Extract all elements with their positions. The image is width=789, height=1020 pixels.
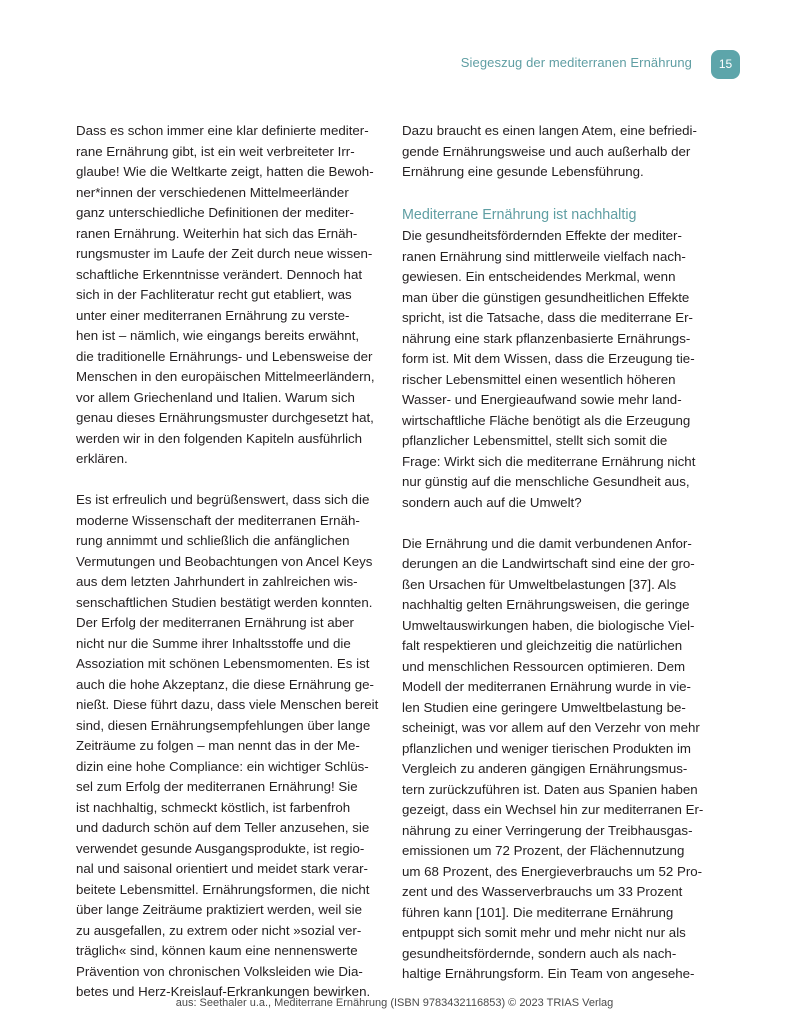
text-line: form ist. Mit dem Wissen, dass die Erzeugung tie- [402, 351, 695, 366]
text-line: gewiesen. Ein entscheidendes Merkmal, wenn [402, 269, 676, 284]
text-line: ranen Ernährung. Weiterhin hat sich das Ernäh- [76, 225, 358, 241]
text-line: nal und saisonal orientiert und meidet stark verar- [76, 861, 368, 876]
text-line: sel zum Erfolg der mediterranen Ernährung! Sie [76, 779, 358, 794]
text-line: verwendet gesunde Ausgangsprodukte, ist regio- [76, 840, 365, 856]
text-line: nießt. Diese führt dazu, dass viele Menschen bereit [76, 697, 379, 712]
text-line: dizin eine hohe Compliance: ein wichtiger Schlüs- [76, 758, 369, 774]
left-paragraph-1 [76, 121, 375, 470]
right-paragraph-3 [402, 534, 704, 985]
text-line: betes und Herz-Kreislauf-Erkrankungen bewirken. [76, 984, 371, 999]
text-line: unter einer mediterranen Ernährung zu verste- [76, 307, 350, 323]
text-line: sind, diesen Ernährungsempfehlungen über lange [76, 717, 371, 733]
text-line: tern zurückzuführen ist. Daten aus Spanien haben [402, 781, 698, 797]
text-line: gende Ernährungsweise und auch außerhalb der [402, 143, 691, 159]
text-line: auch die hohe Akzeptanz, die diese Ernährung ge- [76, 676, 374, 692]
text-line: nährung zu einer Verringerung der Treibhausgas- [402, 822, 693, 838]
text-line: Modell der mediterranen Ernährung wurde in vie- [402, 679, 691, 694]
text-line: rungsmuster im Laufe der Zeit durch neue wissen- [76, 246, 373, 261]
right-column [402, 121, 704, 985]
text-line: zent und des Wasserverbrauchs um 33 Prozent [402, 884, 683, 899]
right-paragraph-2 [402, 226, 694, 513]
paragraph-gap [402, 513, 694, 534]
text-line: Menschen in den europäischen Mittelmeerländern, [76, 369, 375, 384]
text-line: Die Ernährung und die damit verbundenen Anfor- [402, 535, 692, 551]
text-line: rung annimmt und schließlich die anfänglichen [76, 533, 350, 548]
text-line: rischer Lebensmittel einen wesentlich höheren [402, 371, 676, 387]
text-line: träglich« sind, können kaum eine nennenswerte [76, 943, 358, 958]
text-line: Es ist erfreulich und begrüßenswert, dass sich die [76, 492, 370, 507]
text-line: Vermutungen und Beobachtungen von Ancel Keys [76, 553, 373, 569]
right-paragraph-1 [402, 121, 697, 183]
page-number-badge: 15 [711, 50, 740, 79]
text-line: spricht, ist die Tatsache, dass die mediterrane Er- [402, 310, 693, 325]
text-line: nicht nur die Summe ihrer Inhaltsstoffe und die [76, 635, 351, 651]
text-line: beitete Lebensmittel. Ernährungsformen, die nicht [76, 881, 370, 897]
text-line: nachhaltig gelten Ernährungsweisen, die geringe [402, 597, 690, 612]
text-line: sich in der Fachliteratur recht gut etabliert, was [76, 287, 352, 302]
text-line: Dazu braucht es einen langen Atem, eine befriedi- [402, 123, 697, 138]
text-line: moderne Wissenschaft der mediterranen Ernäh- [76, 512, 360, 528]
text-line: wirtschaftliche Fläche benötigt als die Erzeugung [402, 412, 691, 428]
text-line: pflanzlicher Lebensmittel, stellt sich somit die [402, 433, 668, 448]
text-line: schaftliche Erkenntnisse verändert. Dennoch hat [76, 266, 363, 282]
left-paragraph-2 [76, 490, 379, 1003]
text-line: Wasser- und Energieaufwand sowie mehr land- [402, 392, 682, 407]
text-line: scheinigt, was vor allem auf den Verzehr von mehr [402, 720, 700, 735]
text-line: erklären. [76, 451, 128, 466]
text-line: gezeigt, dass ein Wechsel hin zur mediterranen Er- [402, 802, 704, 817]
text-line: Dass es schon immer eine klar definierte mediter- [76, 123, 369, 138]
text-line: ner*innen der verschiedenen Mittelmeerländer [76, 184, 349, 200]
text-line: Frage: Wirkt sich die mediterrane Ernährung nicht [402, 453, 696, 469]
left-column [76, 121, 379, 1003]
text-line: zu ausgefallen, zu extrem oder nicht »sozial ver- [76, 922, 362, 938]
text-line: und dadurch schön auf dem Teller anzusehen, sie [76, 820, 370, 835]
text-line: Assoziation mit schönen Lebensmomenten. Es ist [76, 656, 370, 671]
text-line: ist nachhaltig, schmeckt köstlich, ist farbenfroh [76, 799, 351, 815]
text-line: haltige Ernährungsform. Ein Team von angesehe- [402, 966, 695, 981]
running-head-title: Siegeszug der mediterranen Ernährung [460, 55, 692, 70]
text-line: Vergleich zu anderen gängigen Ernährungsmus- [402, 761, 688, 776]
text-line: Prävention von chronischen Volksleiden wie Dia- [76, 963, 363, 979]
text-line: gesundheitsfördernde, sondern auch als nach- [402, 945, 677, 961]
footer-citation: aus: Seethaler u.a., Mediterrane Ernährung (ISBN 9783432116853) © 2023 TRIAS Verlag [175, 997, 614, 1009]
text-line: ßen Ursachen für Umweltbelastungen [37]. Als [402, 576, 677, 592]
text-line: Zeiträume zu folgen – man nennt das in der Me- [76, 738, 360, 753]
text-line: rane Ernährung gibt, ist ein weit verbreiteter Irr- [76, 143, 355, 159]
text-line: nur günstig auf die menschliche Gesundheit aus, [402, 474, 690, 489]
text-line: werden wir in den folgenden Kapiteln ausführlich [76, 430, 363, 446]
text-line: sondern auch auf die Umwelt? [402, 494, 582, 510]
text-line: hen ist – nämlich, wie eingangs bereits erwähnt, [76, 328, 360, 343]
text-line: um 68 Prozent, des Energieverbrauchs um 52 Pro- [402, 863, 703, 879]
text-line: genau dieses Ernährungsmuster durchgesetzt hat, [76, 410, 374, 425]
text-line: derungen an die Landwirtschaft sind eine der gro- [402, 556, 695, 571]
paragraph-gap [76, 470, 368, 491]
text-line: entpuppt sich somit mehr und mehr nicht nur als [402, 925, 686, 940]
text-line: glaube! Wie die Weltkarte zeigt, hatten die Bewoh- [76, 164, 374, 179]
text-line: aus dem letzten Jahrhundert in zahlreichen wis- [76, 574, 358, 589]
section-subheading: Mediterrane Ernährung ist nachhaltig [402, 207, 637, 223]
text-line: Ernährung eine gesunde Lebensführung. [402, 164, 644, 179]
text-line: Der Erfolg der mediterranen Ernährung ist aber [76, 615, 354, 630]
text-line: ranen Ernährung sind mittlerweile vielfach nach- [402, 248, 686, 264]
text-line: führen kann [101]. Die mediterrane Ernährung [402, 904, 674, 920]
text-line: die traditionelle Ernährungs- und Lebensweise der [76, 348, 373, 364]
text-line: falt respektieren und gleichzeitig die natürlichen [402, 638, 683, 653]
text-line: über lange Zeiträume praktiziert werden, weil sie [76, 902, 363, 917]
text-line: emissionen um 72 Prozent, der Flächennutzung [402, 843, 685, 858]
text-line: pflanzlichen und weniger tierischen Produkten im [402, 740, 691, 756]
text-line: ganz unterschiedliche Definitionen der mediter- [76, 205, 354, 220]
text-line: vor allem Griechenland und Italien. Warum sich [76, 389, 355, 405]
text-line: senschaftlichen Studien bestätigt werden konnten. [76, 594, 373, 610]
text-line: Die gesundheitsfördernden Effekte der mediter- [402, 228, 682, 243]
paragraph-gap [402, 183, 694, 204]
text-line: len Studien eine geringere Umweltbelastung be- [402, 699, 686, 715]
text-line: Umweltauswirkungen haben, die biologische Viel- [402, 617, 695, 633]
text-line: und menschlichen Ressourcen optimieren. Dem [402, 658, 686, 674]
text-line: nährung eine stark pflanzenbasierte Ernährungs- [402, 330, 691, 346]
text-line: man über die günstigen gesundheitlichen Effekte [402, 289, 690, 305]
